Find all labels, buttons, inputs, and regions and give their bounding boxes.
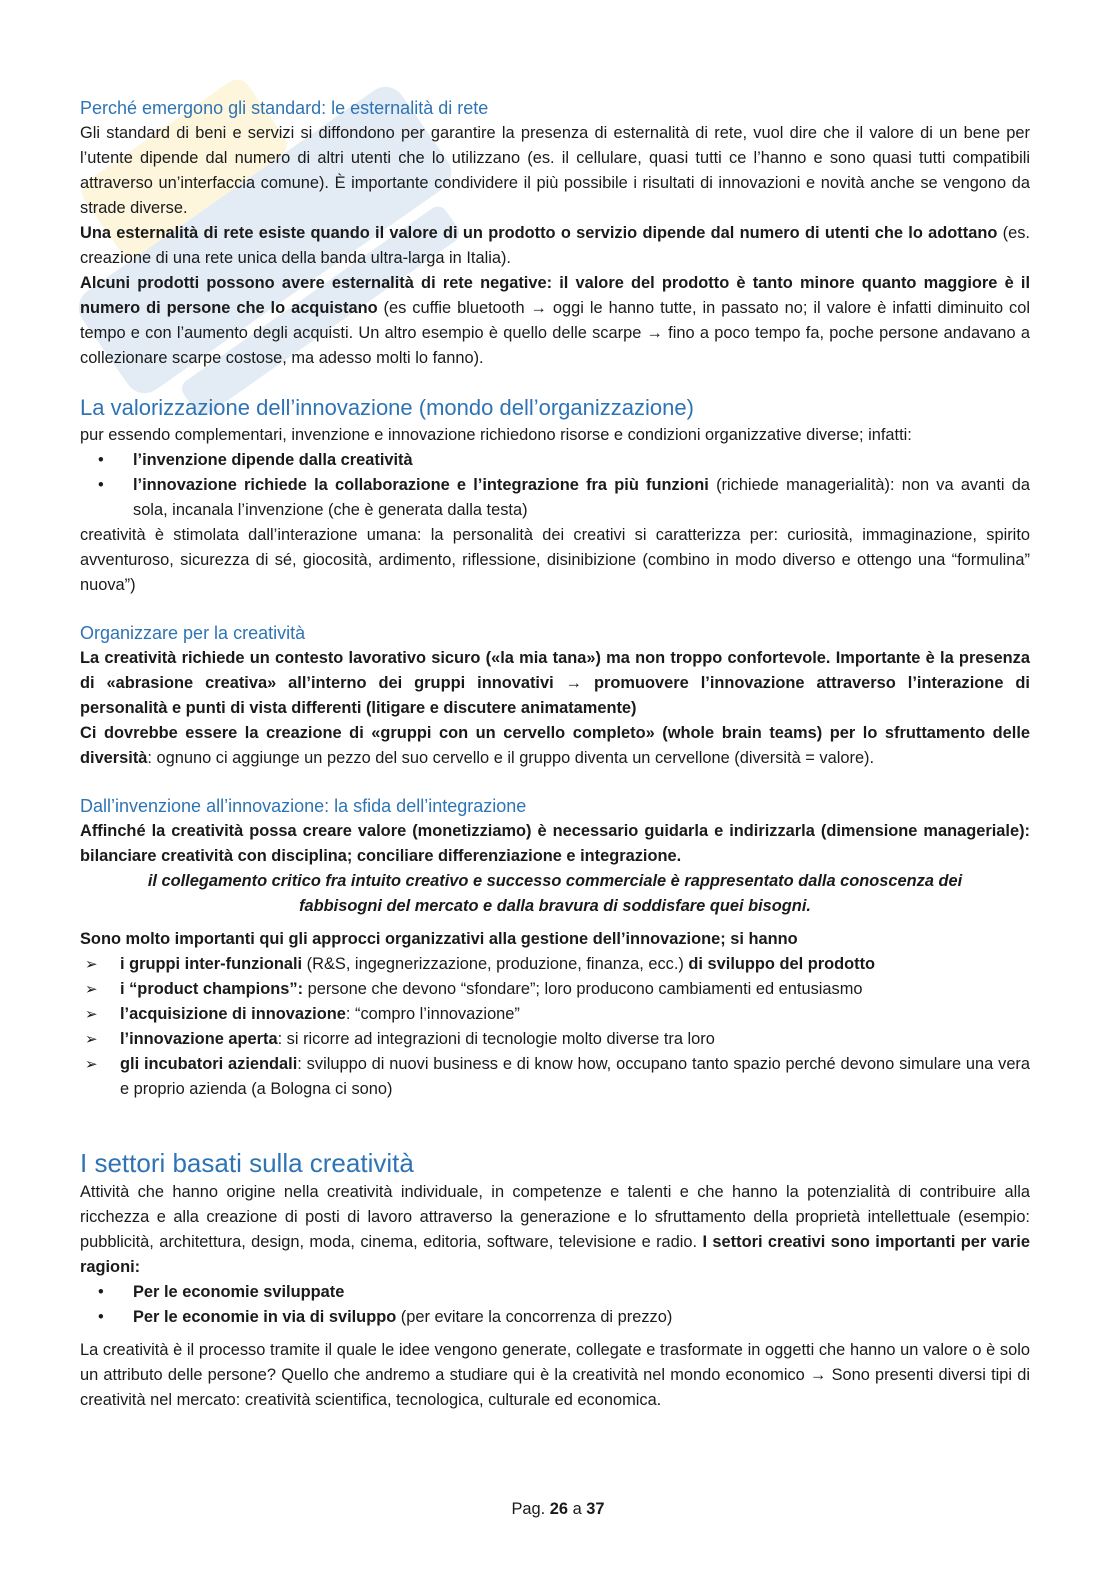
list-item: ➢ l’acquisizione di innovazione: “compro l’innovazione”: [80, 1002, 1030, 1027]
list-item: • Per le economie sviluppate: [80, 1280, 1030, 1305]
bullet-list: [80, 1280, 1030, 1330]
section-esternalita: [80, 95, 1030, 371]
list-item: ➢ l’innovazione aperta: si ricorre ad integrazioni di tecnologie molto diverse tra loro: [80, 1027, 1030, 1052]
paragraph: Gli standard di beni e servizi si diffondono per garantire la presenza di esternalità di rete, vuol dire che il valore di un bene per l’utente dipende dal numero di altri utenti che lo utilizzano (es. il cellulare, quasi tutti ce l’hanno e sono quasi tutti compatibili attraverso un’interfaccia comune). È importante condividere il più possibile i risultati di innovazioni e novità anche se vengono da strade diverse.: [80, 124, 1030, 217]
list-item: ➢ i gruppi inter-funzionali (R&S, ingegnerizzazione, produzione, finanza, ecc.) di sviluppo del prodotto: [80, 952, 1030, 977]
paragraph: Una esternalità di rete esiste quando il valore di un prodotto o servizio dipende dal numero di utenti che lo adottano (es. creazione di una rete unica della banda ultra-larga in Italia).: [80, 224, 1030, 267]
list-item: ➢ gli incubatori aziendali: sviluppo di nuovi business e di know how, occupano tanto spazio perché devono simulare una vera e proprio azienda (a Bologna ci sono): [80, 1052, 1030, 1102]
heading-settori-creativi: I settori basati sulla creatività: [80, 1148, 414, 1178]
paragraph: pur essendo complementari, invenzione e innovazione richiedono risorse e condizioni organizzative diverse; infatti:: [80, 426, 912, 444]
heading-esternalita: Perché emergono gli standard: le esternalità di rete: [80, 98, 489, 118]
paragraph: creatività è stimolata dall’interazione umana: la personalità dei creativi si caratterizza per: curiosità, immaginazione, spirito avventuroso, sicurezza di sé, giocosità, ardimento, riflessione, disinibizione (combino in modo diverso e ottengo una “formulina” nuova”): [80, 526, 1030, 594]
bullet-list: [80, 448, 1030, 523]
paragraph: La creatività è il processo tramite il quale le idee vengono generate, collegate e trasformate in oggetti che hanno un valore o è solo un attributo delle persone? Quello che andremo a studiare qui è la creatività nel mondo economico → Sono presenti diversi tipi di creatività nel mercato: creatività scientifica, tecnologica, culturale ed economica.: [80, 1341, 1030, 1409]
section-valorizzazione: [80, 393, 1030, 598]
list-item: • l’innovazione richiede la collaborazione e l’integrazione fra più funzioni (richiede managerialità): non va avanti da sola, incanala l’invenzione (che è generata dalla testa): [80, 473, 1030, 523]
paragraph: Ci dovrebbe essere la creazione di «gruppi con un cervello completo» (whole brain teams) per lo sfruttamento delle diversità: ognuno ci aggiunge un pezzo del suo cervello e il gruppo diventa un cervellone (diversità = valore).: [80, 724, 1030, 767]
heading-organizzare: Organizzare per la creatività: [80, 623, 306, 643]
quote: il collegamento critico fra intuito creativo e successo commerciale è rappresentato dalla conoscenza dei fabbisogni del mercato e dalla bravura di soddisfare quei bisogni.: [147, 872, 963, 915]
page-footer: Pag. 26 a 37: [511, 1500, 605, 1518]
page-total: 37: [586, 1500, 605, 1518]
arrow-list: [80, 952, 1030, 1102]
list-item: • l’invenzione dipende dalla creatività: [80, 448, 1030, 473]
section-integrazione: [80, 793, 1030, 1102]
paragraph: Attività che hanno origine nella creatività individuale, in competenze e talenti e che hanno la potenzialità di contribuire alla ricchezza e alla creazione di posti di lavoro attraverso la generazione e lo sfruttamento della proprietà intellettuale (esempio: pubblicità, architettura, design, moda, cinema, editoria, software, televisione e radio. I settori creativi sono importanti per varie ragioni:: [80, 1183, 1030, 1276]
heading-integrazione: Dall’invenzione all’innovazione: la sfida dell’integrazione: [80, 796, 527, 816]
paragraph: Alcuni prodotti possono avere esternalità di rete negative: il valore del prodotto è tanto minore quanto maggiore è il numero di persone che lo acquistano (es cuffie bluetooth → oggi le hanno tutte, in passato no; il valore è infatti diminuito col tempo e con l’aumento degli acquisti. Un altro esempio è quello delle scarpe → fino a poco tempo fa, poche persone andavano a collezionare scarpe costose, ma adesso molti lo fanno).: [80, 274, 1030, 367]
heading-valorizzazione: La valorizzazione dell’innovazione (mondo dell’organizzazione): [80, 395, 694, 420]
section-organizzare: [80, 620, 1030, 771]
list-item: • Per le economie in via di sviluppo (per evitare la concorrenza di prezzo): [80, 1305, 1030, 1330]
paragraph: La creatività richiede un contesto lavorativo sicuro («la mia tana») ma non troppo confortevole. Importante è la presenza di «abrasione creativa» all’interno dei gruppi innovativi → promuovere l’innovazione attraverso l’interazione di personalità e punti di vista differenti (litigare e discutere animatamente): [80, 649, 1030, 717]
page-number: 26: [549, 1500, 569, 1518]
paragraph: Sono molto importanti qui gli approcci organizzativi alla gestione dell’innovazione; si hanno: [80, 930, 798, 948]
section-settori-creativi: [80, 1146, 1030, 1413]
paragraph: Affinché la creatività possa creare valore (monetizziamo) è necessario guidarla e indirizzarla (dimensione manageriale): bilanciare creatività con disciplina; conciliare differenziazione e integrazione.: [80, 822, 1030, 865]
list-item: ➢ i “product champions”: persone che devono “sfondare”; loro producono cambiamenti ed entusiasmo: [80, 977, 1030, 1002]
